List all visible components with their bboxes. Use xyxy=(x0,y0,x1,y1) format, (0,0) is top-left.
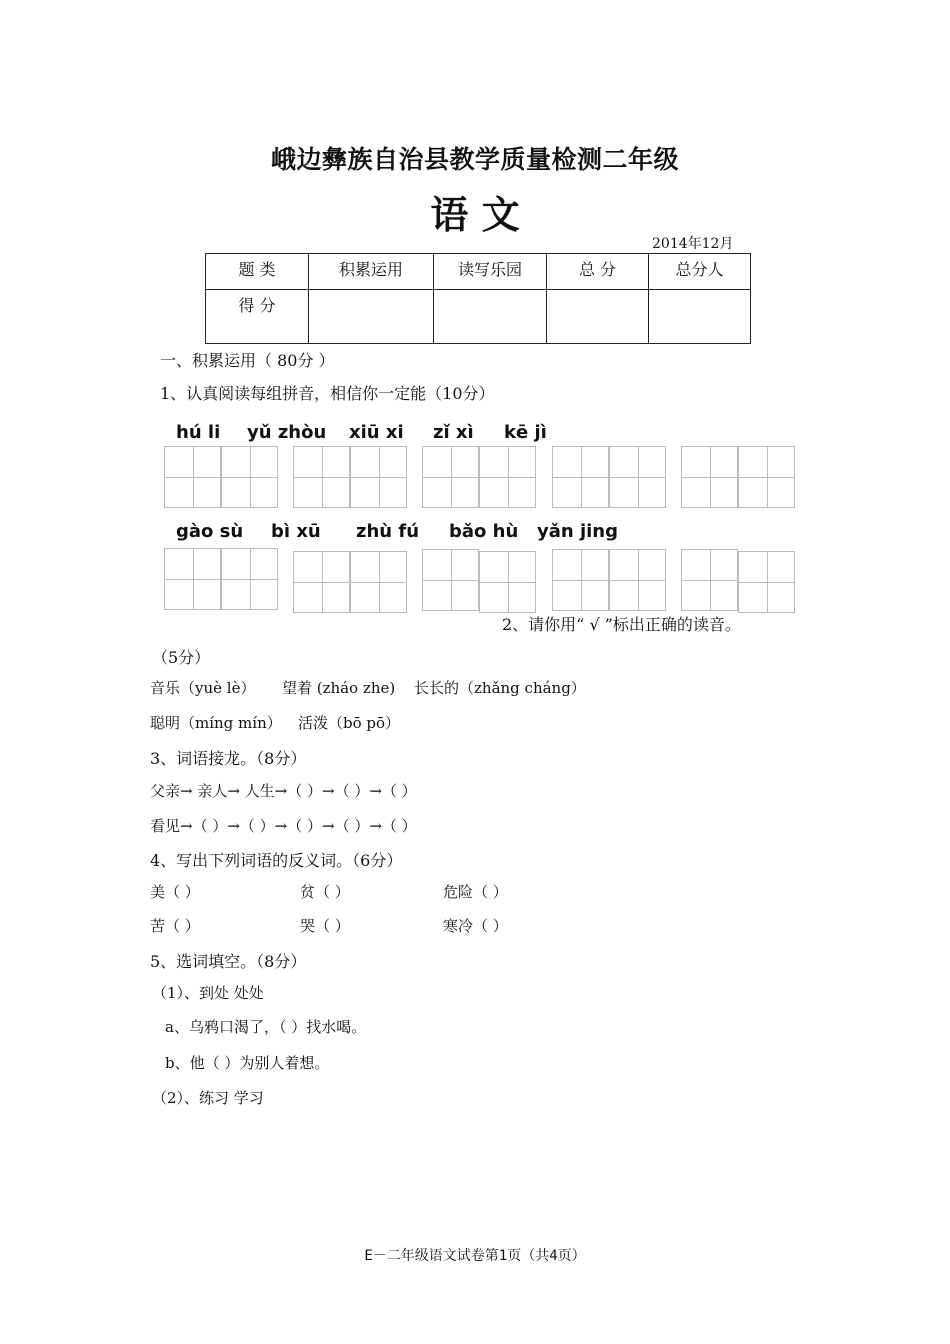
q4-item[interactable]: 危险（ ） xyxy=(443,883,508,901)
q4-item[interactable]: 美（ ） xyxy=(150,883,200,901)
q2-item[interactable]: 聪明（míng mín） xyxy=(150,714,282,732)
pinyin-label: yǔ zhòu xyxy=(247,422,327,443)
pinyin-label: xiū xi xyxy=(349,422,404,443)
q3-chain-2[interactable]: 看见→（ ）→（ ）→（ ）→（ ）→（ ） xyxy=(150,817,417,835)
writing-grid-box[interactable] xyxy=(552,549,609,611)
writing-grid-box[interactable] xyxy=(164,548,221,610)
q5-part-1: （1）、到处 处处 xyxy=(152,984,264,1002)
writing-grid-box[interactable] xyxy=(293,446,350,508)
subject-title: 语 文 xyxy=(430,193,520,237)
writing-grid-box[interactable] xyxy=(479,446,536,508)
q5-title: 5、选词填空。（8分） xyxy=(150,952,307,971)
q4-title: 4、写出下列词语的反义词。（6分） xyxy=(150,851,403,870)
writing-grid-box[interactable] xyxy=(350,446,407,508)
q2-item[interactable]: 活泼（bō pō） xyxy=(298,714,401,732)
q4-item[interactable]: 苦（ ） xyxy=(150,917,200,935)
writing-grid-box[interactable] xyxy=(221,446,278,508)
writing-grid-box[interactable] xyxy=(681,549,738,611)
score-cell[interactable] xyxy=(434,290,547,344)
exam-date: 2014年12月 xyxy=(652,236,734,252)
writing-grid-box[interactable] xyxy=(221,548,278,610)
writing-grid-box[interactable] xyxy=(164,446,221,508)
writing-grid-box[interactable] xyxy=(422,549,479,611)
q3-chain-1[interactable]: 父亲→ 亲人→ 人生→（ ）→（ ）→（ ） xyxy=(150,782,417,800)
score-row-label: 得 分 xyxy=(238,296,276,315)
writing-grid-box[interactable] xyxy=(738,551,795,613)
pinyin-label: bì xū xyxy=(271,521,321,542)
page-footer: E－二年级语文试卷第1页（共4页） xyxy=(364,1248,586,1264)
exam-title: 峨边彝族自治县教学质量检测二年级 xyxy=(270,145,679,174)
q2-points: （5分） xyxy=(152,648,211,667)
q2-title: 2、请你用“ √ ”标出正确的读音。 xyxy=(502,615,741,634)
score-header: 总分人 xyxy=(675,260,724,279)
score-header: 总 分 xyxy=(578,260,617,279)
score-cell[interactable] xyxy=(309,290,434,344)
score-cell[interactable] xyxy=(649,290,751,344)
writing-grid-box[interactable] xyxy=(609,549,666,611)
pinyin-label: zǐ xì xyxy=(433,422,474,443)
pinyin-label: zhù fú xyxy=(356,521,420,542)
q4-item[interactable]: 哭（ ） xyxy=(300,917,350,935)
pinyin-label: bǎo hù xyxy=(449,521,519,542)
writing-grid-box[interactable] xyxy=(681,446,738,508)
writing-grid-box[interactable] xyxy=(479,551,536,613)
writing-grid-box[interactable] xyxy=(422,446,479,508)
pinyin-label: hú li xyxy=(176,422,221,443)
writing-grid-box[interactable] xyxy=(293,551,350,613)
pinyin-label: kē jì xyxy=(504,422,547,443)
q2-item[interactable]: 音乐（yuè lè） xyxy=(150,679,256,697)
pinyin-label: yǎn jing xyxy=(537,521,618,542)
writing-grid-box[interactable] xyxy=(738,446,795,508)
q2-item[interactable]: 望着 (zháo zhe) xyxy=(282,679,396,697)
q3-title: 3、词语接龙。（8分） xyxy=(150,749,307,768)
writing-grid-box[interactable] xyxy=(552,446,609,508)
score-cell[interactable] xyxy=(547,290,649,344)
q2-item[interactable]: 长长的（zhǎng cháng） xyxy=(414,679,586,697)
writing-grid-box[interactable] xyxy=(609,446,666,508)
score-header: 题 类 xyxy=(238,260,276,279)
q5-sentence-b[interactable]: b、他（ ）为别人着想。 xyxy=(165,1054,330,1072)
q5-sentence-a[interactable]: a、乌鸦口渴了，（ ）找水喝。 xyxy=(165,1018,367,1036)
score-table xyxy=(205,253,751,344)
writing-grid-box[interactable] xyxy=(350,551,407,613)
score-header: 读写乐园 xyxy=(457,260,522,279)
pinyin-label: gào sù xyxy=(176,521,244,542)
q4-item[interactable]: 贫（ ） xyxy=(300,883,350,901)
score-header: 积累运用 xyxy=(338,260,403,279)
q5-part-2: （2）、练习 学习 xyxy=(152,1089,264,1107)
section-1-title: 一、积累运用（ 80分 ） xyxy=(160,351,335,370)
q4-item[interactable]: 寒冷（ ） xyxy=(443,917,508,935)
q1-title: 1、认真阅读每组拼音，相信你一定能（10分） xyxy=(160,384,495,403)
